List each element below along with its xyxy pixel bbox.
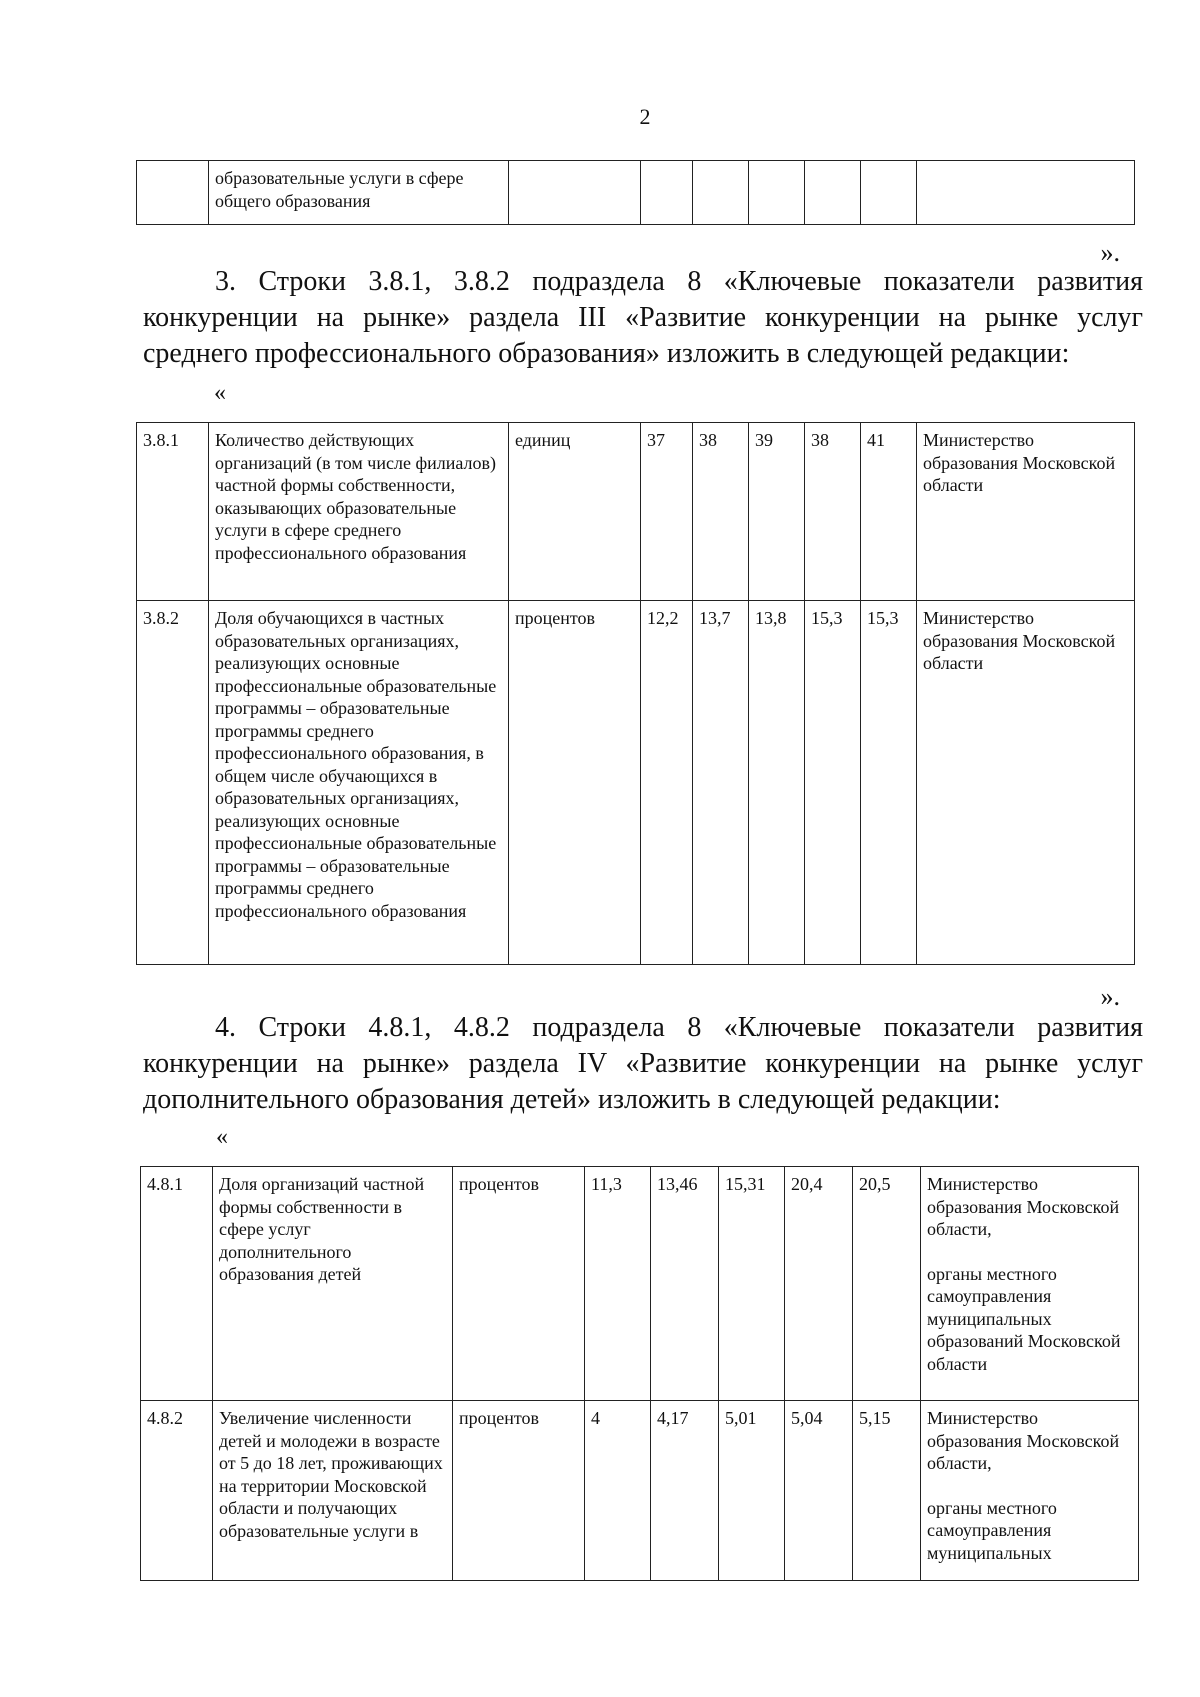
cell-responsible: [921, 1401, 1139, 1581]
table-row: [137, 161, 1135, 225]
cell-v4: 15,3: [805, 601, 861, 965]
table-row: [137, 423, 1135, 601]
cell-num: 3.8.1: [137, 423, 209, 601]
responsible-secondary: органы местного самоуправления муниципальных: [927, 1497, 1057, 1563]
section4-table: [140, 1166, 1139, 1581]
cell-v1: 11,3: [585, 1167, 651, 1401]
cell-num: 4.8.1: [141, 1167, 213, 1401]
cell-v2: 13,7: [693, 601, 749, 965]
section4-paragraph: 4. Строки 4.8.1, 4.8.2 подраздела 8 «Ключевые показатели развития конкуренции на рынке» раздела IV «Развитие конкуренции на рынке услуг дополнительного образования детей» изложить в следующей редакции:: [143, 1012, 1143, 1115]
cell-v1: [641, 161, 693, 225]
closing-quote: ».: [1100, 982, 1120, 1011]
table-row: [141, 1401, 1139, 1581]
cell-v2: 4,17: [651, 1401, 719, 1581]
responsible-primary: Министерство образования Московской области,: [927, 1408, 1120, 1473]
section3-paragraph: 3. Строки 3.8.1, 3.8.2 подраздела 8 «Ключевые показатели развития конкуренции на рынке» раздела III «Развитие конкуренции на рынке услуг среднего профессионального образования» изложить в следующей редакции:: [143, 266, 1143, 369]
cell-unit: процентов: [453, 1167, 585, 1401]
cell-unit: процентов: [453, 1401, 585, 1581]
cell-v3: 15,31: [719, 1167, 785, 1401]
cell-num: 4.8.2: [141, 1401, 213, 1581]
cell-v3: 13,8: [749, 601, 805, 965]
responsible-secondary: органы местного самоуправления муниципальных образований Московской области: [927, 1263, 1121, 1374]
cell-num: 3.8.2: [137, 601, 209, 965]
cell-v2: [693, 161, 749, 225]
cell-description: Увеличение численности детей и молодежи в возрасте от 5 до 18 лет, проживающих на территории Московской области и получающих образовательные услуги в: [213, 1401, 453, 1581]
cell-description: Доля обучающихся в частных образовательных организациях, реализующих основные профессиональные образовательные программы – образовательные программы среднего профессионального образования, в общем числе обучающихся в образовательных организациях, реализующих основные профессиональные образовательные программы – образовательные программы среднего профессионального образования: [209, 601, 509, 965]
cell-unit: процентов: [509, 601, 641, 965]
cell-responsible: [921, 1167, 1139, 1401]
cell-responsible: Министерство образования Московской области: [917, 601, 1135, 965]
cell-v4: 38: [805, 423, 861, 601]
cell-v4: 20,4: [785, 1167, 853, 1401]
opening-quote: «: [214, 380, 226, 406]
cell-v3: 5,01: [719, 1401, 785, 1581]
cell-v2: 13,46: [651, 1167, 719, 1401]
cell-description: Количество действующих организаций (в том числе филиалов) частной формы собственности, оказывающих образовательные услуги в сфере среднего профессионального образования: [209, 423, 509, 601]
cell-v2: 38: [693, 423, 749, 601]
cell-v3: 39: [749, 423, 805, 601]
page-number: 2: [639, 104, 651, 129]
cell-unit: единиц: [509, 423, 641, 601]
opening-quote: «: [216, 1124, 228, 1150]
section3-table: [136, 422, 1135, 965]
cell-description: образовательные услуги в сфере общего образования: [209, 161, 509, 225]
cell-num: [137, 161, 209, 225]
cell-v4: [805, 161, 861, 225]
cell-v5: 20,5: [853, 1167, 921, 1401]
table-row: [141, 1167, 1139, 1401]
cell-description: Доля организаций частной формы собственности в сфере услуг дополнительного образования детей: [213, 1167, 453, 1401]
cell-v4: 5,04: [785, 1401, 853, 1581]
top-fragment-table: [136, 160, 1135, 225]
table-row: [137, 601, 1135, 965]
closing-quote: ».: [1100, 238, 1120, 267]
cell-responsible: [917, 161, 1135, 225]
cell-v5: 15,3: [861, 601, 917, 965]
cell-v5: [861, 161, 917, 225]
cell-unit: [509, 161, 641, 225]
cell-v1: 4: [585, 1401, 651, 1581]
cell-responsible: Министерство образования Московской области: [917, 423, 1135, 601]
responsible-primary: Министерство образования Московской области,: [927, 1174, 1120, 1239]
cell-v3: [749, 161, 805, 225]
cell-v1: 12,2: [641, 601, 693, 965]
cell-v1: 37: [641, 423, 693, 601]
cell-v5: 41: [861, 423, 917, 601]
cell-v5: 5,15: [853, 1401, 921, 1581]
